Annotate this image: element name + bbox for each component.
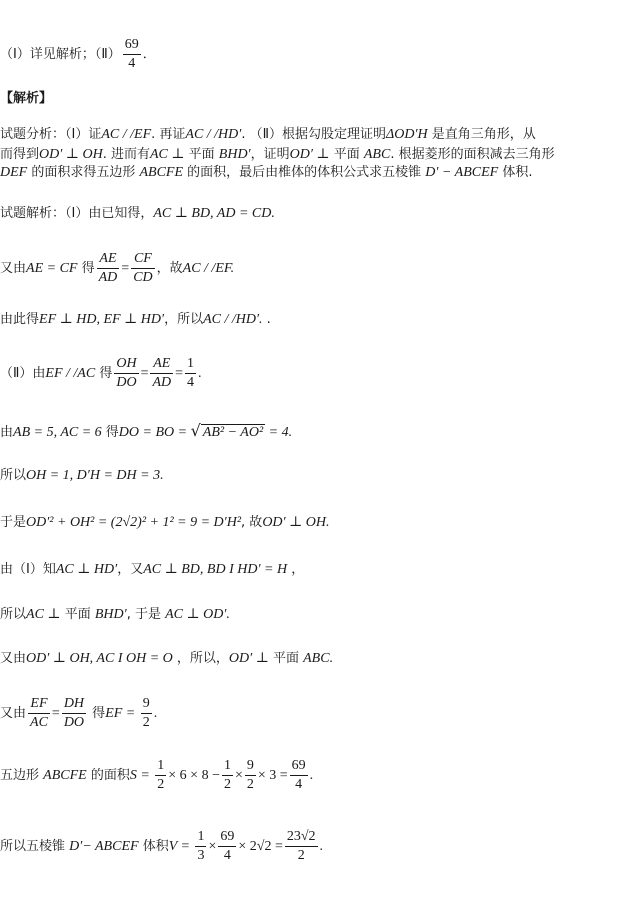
text: 体积.	[498, 165, 533, 180]
text: . （Ⅱ）根据勾股定理证明	[241, 127, 387, 142]
fraction	[131, 250, 154, 287]
analysis-line-1	[0, 126, 536, 144]
fraction-denominator: 4	[187, 375, 195, 390]
solution-line-5	[0, 422, 292, 442]
math: ×	[208, 839, 217, 854]
math: OD′² + OH² = (2√2)² + 1² = 9 = D′H²	[26, 515, 242, 530]
math: = 4.	[265, 425, 293, 440]
math: OD′ ⊥	[289, 147, 330, 162]
fraction	[62, 695, 86, 732]
fraction-numerator: AE	[97, 250, 120, 269]
fraction	[185, 355, 196, 392]
text: , 于是	[126, 607, 166, 622]
solution-line-12	[0, 757, 313, 794]
answer-text: （Ⅰ）详见解析；（Ⅱ）	[0, 47, 121, 62]
text: . 进而有	[102, 147, 150, 162]
fraction-numerator: EF	[28, 695, 50, 714]
fraction-denominator: 2	[246, 777, 254, 792]
fraction-numerator: DH	[62, 695, 86, 714]
fraction-denominator: 3	[197, 848, 205, 863]
text: ，	[287, 562, 305, 577]
fraction	[222, 757, 233, 794]
text: 体积	[138, 839, 169, 854]
fraction-denominator: AD	[152, 375, 172, 390]
fraction-numerator: 9	[141, 695, 152, 714]
math: ABCFE	[43, 768, 87, 783]
solution-line-6	[0, 467, 164, 485]
math: BHD′	[94, 607, 127, 622]
math: ×	[234, 768, 243, 783]
fraction-denominator: 4	[295, 777, 303, 792]
solution-line-7	[0, 514, 329, 532]
text: 于是	[0, 515, 27, 530]
math: OD′ ⊥ OH, AC I OH = O	[26, 651, 173, 666]
math: AB = 5, AC = 6	[13, 425, 102, 440]
math: AC / /EF.	[182, 261, 235, 276]
text: .	[262, 312, 271, 327]
fraction	[114, 355, 138, 392]
text: , 故	[241, 515, 263, 530]
math: AC ⊥	[149, 147, 185, 162]
fraction-denominator: 2	[223, 777, 231, 792]
fraction-denominator: DO	[63, 715, 85, 730]
math: DO = BO =	[118, 425, 191, 440]
math: .	[198, 366, 202, 381]
fraction	[195, 828, 206, 865]
text: 平面	[184, 147, 219, 162]
solution-line-1	[0, 205, 275, 223]
text: . 再证	[151, 127, 186, 142]
fraction-numerator: 69	[290, 757, 308, 776]
math: × 6 × 8 −	[168, 768, 220, 783]
math: EF ⊥ HD, EF ⊥ HD′	[39, 312, 165, 327]
text: 是直角三角形，从	[427, 127, 536, 142]
text: 而得到	[0, 147, 40, 162]
text: ，所以	[164, 312, 204, 327]
math: AC ⊥ OD′.	[165, 607, 230, 622]
math: AE = CF	[26, 261, 78, 276]
math: ABC.	[303, 651, 334, 666]
text: 的面积求得五边形	[27, 165, 140, 180]
math: BHD′	[218, 147, 251, 162]
math: EF =	[105, 706, 139, 721]
text: 所以五棱锥	[0, 839, 70, 854]
math: × 3 =	[257, 768, 288, 783]
text: ，证明	[250, 147, 290, 162]
text: 得	[88, 706, 106, 721]
text: 所以	[0, 607, 27, 622]
text: 所以	[0, 468, 27, 483]
section-title: 【解析】	[0, 91, 53, 106]
fraction	[285, 828, 318, 865]
solution-line-11: 又由 $\frac{EF}{AC}$ = $\frac{DH}{DO}$ 得EF = $\frac{9}{2}$ .	[0, 696, 158, 730]
text: 得	[101, 425, 119, 440]
fraction	[155, 757, 166, 794]
analysis-line-3	[0, 164, 532, 182]
math: .	[309, 768, 314, 783]
math: AC ⊥	[26, 607, 61, 622]
solution-line-2	[0, 250, 234, 287]
text: . 根据菱形的面积减去三角形	[390, 147, 555, 162]
fraction-denominator: AC	[30, 715, 48, 730]
math: AC ⊥ HD′	[55, 562, 118, 577]
fraction-denominator: CD	[133, 270, 153, 285]
fraction-numerator: 23√2	[285, 828, 318, 847]
fraction	[218, 828, 236, 865]
solution-line-9	[0, 606, 230, 624]
answer-end: ．	[142, 47, 156, 62]
math: AC / /HD′	[185, 127, 242, 142]
text: 由（Ⅰ）知	[0, 562, 56, 577]
math: AC ⊥ BD, AD = CD.	[153, 206, 275, 221]
math: ABCFE	[139, 165, 184, 180]
math: EF / /AC	[45, 366, 96, 381]
text: 试题解析：（Ⅰ）由已知得，	[0, 206, 154, 221]
solution-line-10	[0, 650, 333, 668]
text: 的面积，最后由椎体的体积公式求五棱锥	[183, 165, 426, 180]
math: .	[153, 706, 158, 721]
text: ，又	[117, 562, 144, 577]
fraction-denominator: AD	[98, 270, 118, 285]
fraction-denominator: 4	[128, 56, 136, 71]
math: .	[319, 839, 324, 854]
text: 平面	[268, 651, 304, 666]
text: 又由	[0, 706, 27, 721]
math: =	[121, 261, 130, 276]
text: ，故	[156, 261, 183, 276]
math: D′− ABCEF	[69, 839, 139, 854]
fraction-numerator: CF	[131, 250, 154, 269]
math: AC / /HD′.	[203, 312, 263, 327]
analysis-line-2	[0, 146, 555, 164]
fraction-numerator: OH	[114, 355, 138, 374]
text: （Ⅱ）由	[0, 366, 46, 381]
fraction-denominator: DO	[116, 375, 137, 390]
fraction	[245, 757, 256, 794]
radical-icon: √	[190, 421, 201, 440]
text: ，所以，	[172, 651, 229, 666]
fraction-denominator: 2	[142, 715, 150, 730]
text: 又由	[0, 261, 27, 276]
math: OD′ ⊥ OH	[39, 147, 103, 162]
fraction-numerator: 1	[185, 355, 196, 374]
fraction	[290, 757, 308, 794]
solution-line-13	[0, 828, 323, 865]
math: AC / /EF	[101, 127, 152, 142]
text: 由	[0, 425, 14, 440]
math: OD′ ⊥	[228, 651, 269, 666]
math: OD′ ⊥ OH.	[262, 515, 330, 530]
fraction	[150, 355, 173, 392]
fraction-numerator: 69	[123, 36, 141, 55]
math: AB² − AO²	[202, 425, 264, 440]
fraction-numerator: 9	[245, 757, 256, 776]
fraction-numerator: 69	[218, 828, 236, 847]
solution-line-3	[0, 311, 271, 329]
answer-line	[0, 36, 156, 73]
solution-line-8	[0, 561, 304, 579]
text: 五边形	[0, 768, 44, 783]
text: 由此得	[0, 312, 40, 327]
fraction-numerator: 1	[222, 757, 233, 776]
math: ΔOD′H	[386, 127, 428, 142]
fraction-numerator: 1	[195, 828, 206, 847]
math: AC ⊥ BD, BD I HD′ = H	[143, 562, 288, 577]
math: D′ − ABCEF	[425, 165, 499, 180]
text: 平面	[329, 147, 364, 162]
fraction-numerator: AE	[150, 355, 173, 374]
math: OH = 1, D′H = DH = 3.	[26, 468, 164, 483]
fraction-denominator: 2	[297, 848, 305, 863]
solution-line-4: （Ⅱ）由EF / /AC 得 $\frac{OH}{DO}$ = $\frac{AE}{AD}$ = $\frac{1}{4}$ .	[0, 356, 202, 390]
fraction	[28, 695, 50, 732]
fraction	[97, 250, 120, 287]
text: 的面积	[86, 768, 130, 783]
text: 试题分析：（Ⅰ）证	[0, 127, 102, 142]
fraction	[141, 695, 152, 732]
text: 又由	[0, 651, 27, 666]
fraction-denominator: 4	[223, 848, 231, 863]
math: ABC	[363, 147, 391, 162]
math: V =	[168, 839, 194, 854]
fraction-denominator: 2	[157, 777, 165, 792]
math: DEF	[0, 165, 28, 180]
text: 平面	[60, 607, 95, 622]
math: × 2√2 =	[238, 839, 283, 854]
fraction-numerator: 1	[155, 757, 166, 776]
math: S =	[129, 768, 154, 783]
text: 得	[77, 261, 95, 276]
text: 得	[95, 366, 113, 381]
answer-fraction	[123, 36, 141, 73]
